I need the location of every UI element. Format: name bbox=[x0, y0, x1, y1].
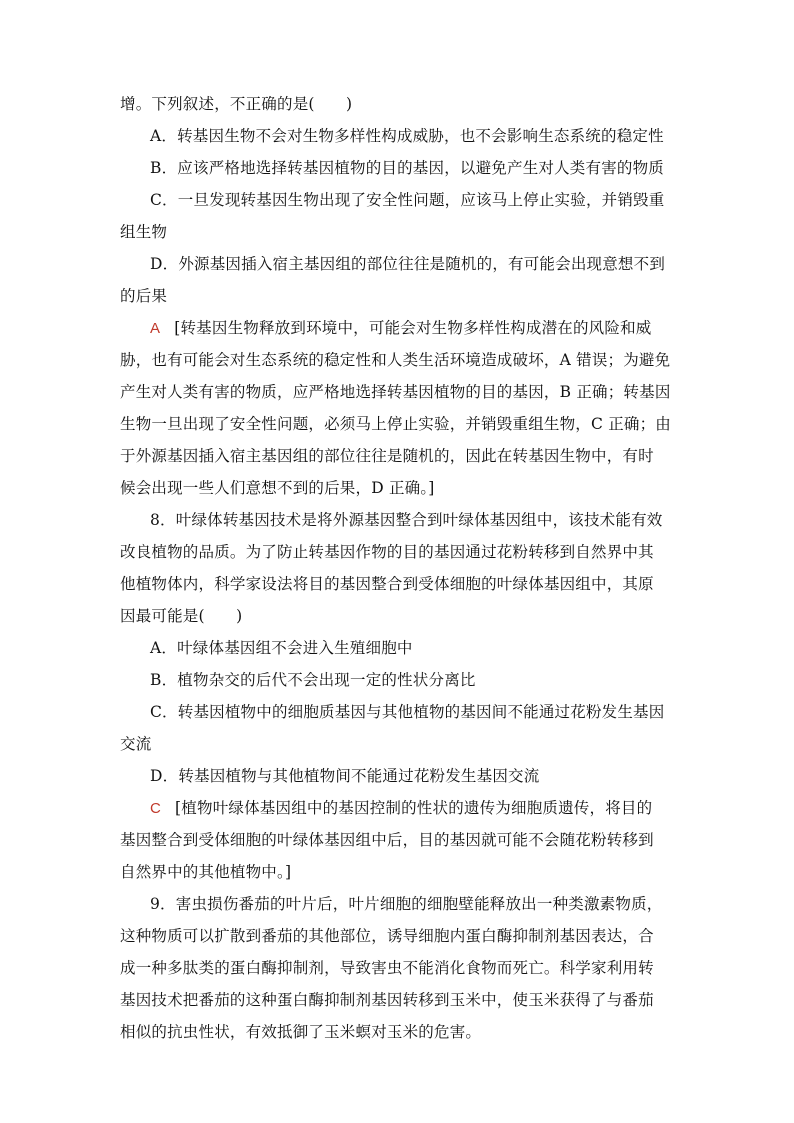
q8-option-d: D．转基因植物与其他植物间不能通过花粉发生基因交流 bbox=[150, 767, 540, 785]
q9-stem-line3: 成一种多肽类的蛋白酶抑制剂，导致害虫不能消化食物而死亡。科学家利用转 bbox=[120, 959, 654, 977]
q8-stem-line3: 他植物体内，科学家设法将目的基因整合到受体细胞的叶绿体基因组中，其原 bbox=[120, 575, 654, 593]
q9-stem-line5: 相似的抗虫性状，有效抵御了玉米螟对玉米的危害。 bbox=[120, 1023, 482, 1041]
q9-stem-line2: 这种物质可以扩散到番茄的其他部位，诱导细胞内蛋白酶抑制剂基因表达，合 bbox=[120, 927, 654, 945]
q7-explanation-line3: 产生对人类有害的物质，应严格地选择转基因植物的目的基因，B 正确；转基因 bbox=[120, 383, 671, 401]
q8-stem-line4: 因最可能是( ) bbox=[120, 607, 243, 625]
q9-stem-line4: 基因技术把番茄的这种蛋白酶抑制剂基因转移到玉米中，使玉米获得了与番茄 bbox=[120, 991, 654, 1009]
q8-explanation-text: [植物叶绿体基因组中的基因控制的性状的遗传为细胞质遗传，将目的 bbox=[175, 799, 653, 817]
q7-explanation-line4: 生物一旦出现了安全性问题，必须马上停止实验，并销毁重组生物，C 正确；由 bbox=[120, 415, 671, 433]
q7-option-d-line2: 的后果 bbox=[120, 287, 168, 305]
q8-option-c-line2: 交流 bbox=[120, 735, 152, 753]
q7-explanation-line5: 于外源基因插入宿主基因组的部位往往是随机的，因此在转基因生物中，有时 bbox=[120, 447, 654, 465]
q8-answer-letter: C bbox=[150, 800, 162, 817]
q8-stem-line1: 8．叶绿体转基因技术是将外源基因整合到叶绿体基因组中，该技术能有效 bbox=[150, 511, 663, 529]
q8-explanation-line3: 自然界中的其他植物中。] bbox=[120, 863, 292, 881]
q7-option-c-line2: 组生物 bbox=[120, 223, 168, 241]
q8-explanation-line1 bbox=[150, 798, 652, 819]
q7-option-b: B．应该严格地选择转基因植物的目的基因，以避免产生对人类有害的物质 bbox=[150, 159, 664, 177]
q7-explanation-line1 bbox=[150, 318, 651, 339]
q7-stem-tail: 增。下列叙述，不正确的是( ) bbox=[120, 95, 353, 113]
q8-option-b: B．植物杂交的后代不会出现一定的性状分离比 bbox=[150, 671, 476, 689]
q8-explanation-line2: 基因整合到受体细胞的叶绿体基因组中后，目的基因就可能不会随花粉转移到 bbox=[120, 831, 654, 849]
q7-option-c-line1: C．一旦发现转基因生物出现了安全性问题，应该马上停止实验，并销毁重 bbox=[150, 191, 665, 209]
q7-explanation-line6: 候会出现一些人们意想不到的后果，D 正确。] bbox=[120, 479, 435, 497]
q7-explanation-line2: 胁，也有可能会对生态系统的稳定性和人类生活环境造成破坏，A 错误；为避免 bbox=[120, 351, 671, 369]
q7-option-a: A．转基因生物不会对生物多样性构成威胁，也不会影响生态系统的稳定性 bbox=[150, 127, 664, 145]
q8-option-c-line1: C．转基因植物中的细胞质基因与其他植物的基因间不能通过花粉发生基因 bbox=[150, 703, 665, 721]
q7-explanation-text: [转基因生物释放到环境中，可能会对生物多样性构成潜在的风险和威 bbox=[174, 319, 652, 337]
q7-answer-letter: A bbox=[150, 320, 161, 337]
q8-option-a: A．叶绿体基因组不会进入生殖细胞中 bbox=[150, 639, 413, 657]
q9-stem-line1: 9．害虫损伤番茄的叶片后，叶片细胞的细胞壁能释放出一种类激素物质， bbox=[150, 895, 663, 913]
q7-option-d-line1: D．外源基因插入宿主基因组的部位往往是随机的，有可能会出现意想不到 bbox=[150, 255, 666, 273]
q8-stem-line2: 改良植物的品质。为了防止转基因作物的目的基因通过花粉转移到自然界中其 bbox=[120, 543, 654, 561]
